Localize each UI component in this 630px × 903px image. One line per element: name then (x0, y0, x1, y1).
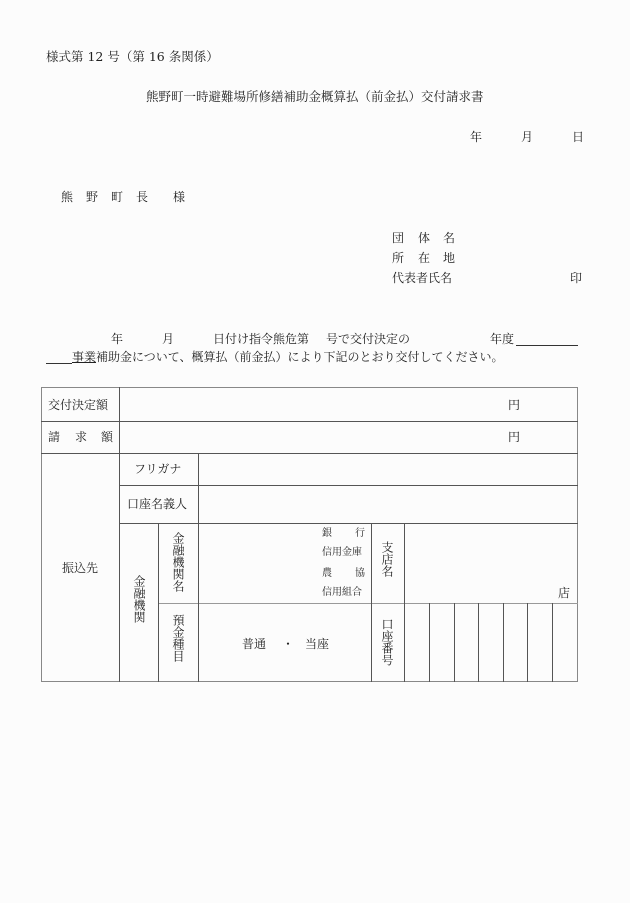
transfer-destination-label: 振込先 (62, 561, 99, 575)
grant-decided-amount-field[interactable] (121, 389, 507, 420)
account-digit-box[interactable] (405, 604, 429, 681)
label-char: 地 (443, 251, 456, 265)
branch-suffix: 店 (558, 586, 571, 600)
body-request-text: 補助金について、概算払（前金払）により下記のとおり交付してください。 (96, 350, 504, 364)
project-name-blank-1 (516, 332, 578, 346)
row-divider (41, 421, 578, 422)
branch-name-field[interactable] (406, 525, 556, 601)
account-digit-box[interactable] (455, 604, 478, 681)
yen-unit: 円 (508, 398, 521, 412)
date-day-label: 日 (572, 130, 585, 144)
account-holder-field[interactable] (200, 487, 576, 522)
grant-decided-label: 交付決定額 (48, 398, 109, 412)
body-month: 月 (162, 332, 175, 346)
account-digit-box[interactable] (553, 604, 577, 681)
account-number-label: 口座番号 (380, 618, 394, 666)
institution-type-bank[interactable]: 銀 (322, 528, 332, 539)
date-month-label: 月 (521, 130, 534, 144)
addressee-char: 町 (111, 190, 124, 204)
account-digit-box[interactable] (504, 604, 527, 681)
form-number: 様式第 12 号（第 16 条関係） (46, 49, 219, 64)
furigana-label: フリガナ (134, 462, 182, 476)
branch-name-label: 支店名 (380, 541, 394, 577)
institution-name-label: 金融機関名 (171, 532, 185, 592)
body-number-suffix: 号で交付決定の (326, 332, 411, 346)
institution-type-credit-union[interactable]: 信用組合 (322, 587, 362, 598)
addressee-honorific: 様 (173, 190, 186, 204)
request-amount-label-char: 求 (75, 430, 88, 444)
request-amount-label-char: 請 (48, 430, 61, 444)
deposit-option-current[interactable]: 当座 (305, 637, 330, 651)
row-divider (41, 453, 578, 454)
yen-unit: 円 (508, 430, 521, 444)
col-divider (158, 523, 159, 682)
institution-type-ja[interactable]: 協 (355, 568, 365, 579)
col-divider (371, 523, 372, 682)
deposit-option-ordinary[interactable]: 普通 (242, 637, 267, 651)
label-char: 団 (392, 231, 405, 245)
label-char: 所 (392, 251, 405, 265)
furigana-field[interactable] (200, 455, 576, 484)
institution-type-bank[interactable]: 行 (355, 528, 365, 539)
addressee-char: 野 (86, 190, 99, 204)
representative-label: 代表者氏名 (392, 271, 453, 285)
deposit-option-separator: ・ (282, 637, 295, 651)
date-year-label: 年 (470, 130, 483, 144)
row-divider (119, 485, 578, 486)
request-amount-label-char: 額 (101, 430, 114, 444)
label-char: 名 (443, 231, 456, 245)
body-project-text: 事業 (72, 350, 97, 364)
institution-name-field[interactable] (200, 525, 315, 601)
account-holder-label: 口座名義人 (127, 497, 188, 511)
addressee-char: 熊 (61, 190, 74, 204)
body-year: 年 (111, 332, 124, 346)
label-char: 体 (418, 231, 431, 245)
account-digit-box[interactable] (479, 604, 503, 681)
col-divider (119, 387, 120, 682)
account-digit-box[interactable] (528, 604, 552, 681)
body-directive: 日付け指令熊危第 (213, 332, 310, 346)
col-divider (198, 453, 199, 682)
body-fiscal-year: 年度 (490, 332, 515, 346)
seal-mark: 印 (570, 271, 583, 285)
request-amount-field[interactable] (121, 423, 507, 452)
label-char: 在 (418, 251, 431, 265)
project-name-blank-2 (46, 350, 72, 364)
addressee-char: 長 (136, 190, 149, 204)
deposit-type-label: 預金種目 (171, 614, 185, 662)
institution-type-ja[interactable]: 農 (322, 568, 332, 579)
institution-type-shinkin[interactable]: 信用金庫 (322, 547, 362, 558)
row-divider (119, 523, 578, 524)
financial-institution-label: 金融機関 (132, 575, 146, 623)
page-title: 熊野町一時避難場所修繕補助金概算払（前金払）交付請求書 (146, 89, 484, 104)
account-digit-box[interactable] (430, 604, 454, 681)
